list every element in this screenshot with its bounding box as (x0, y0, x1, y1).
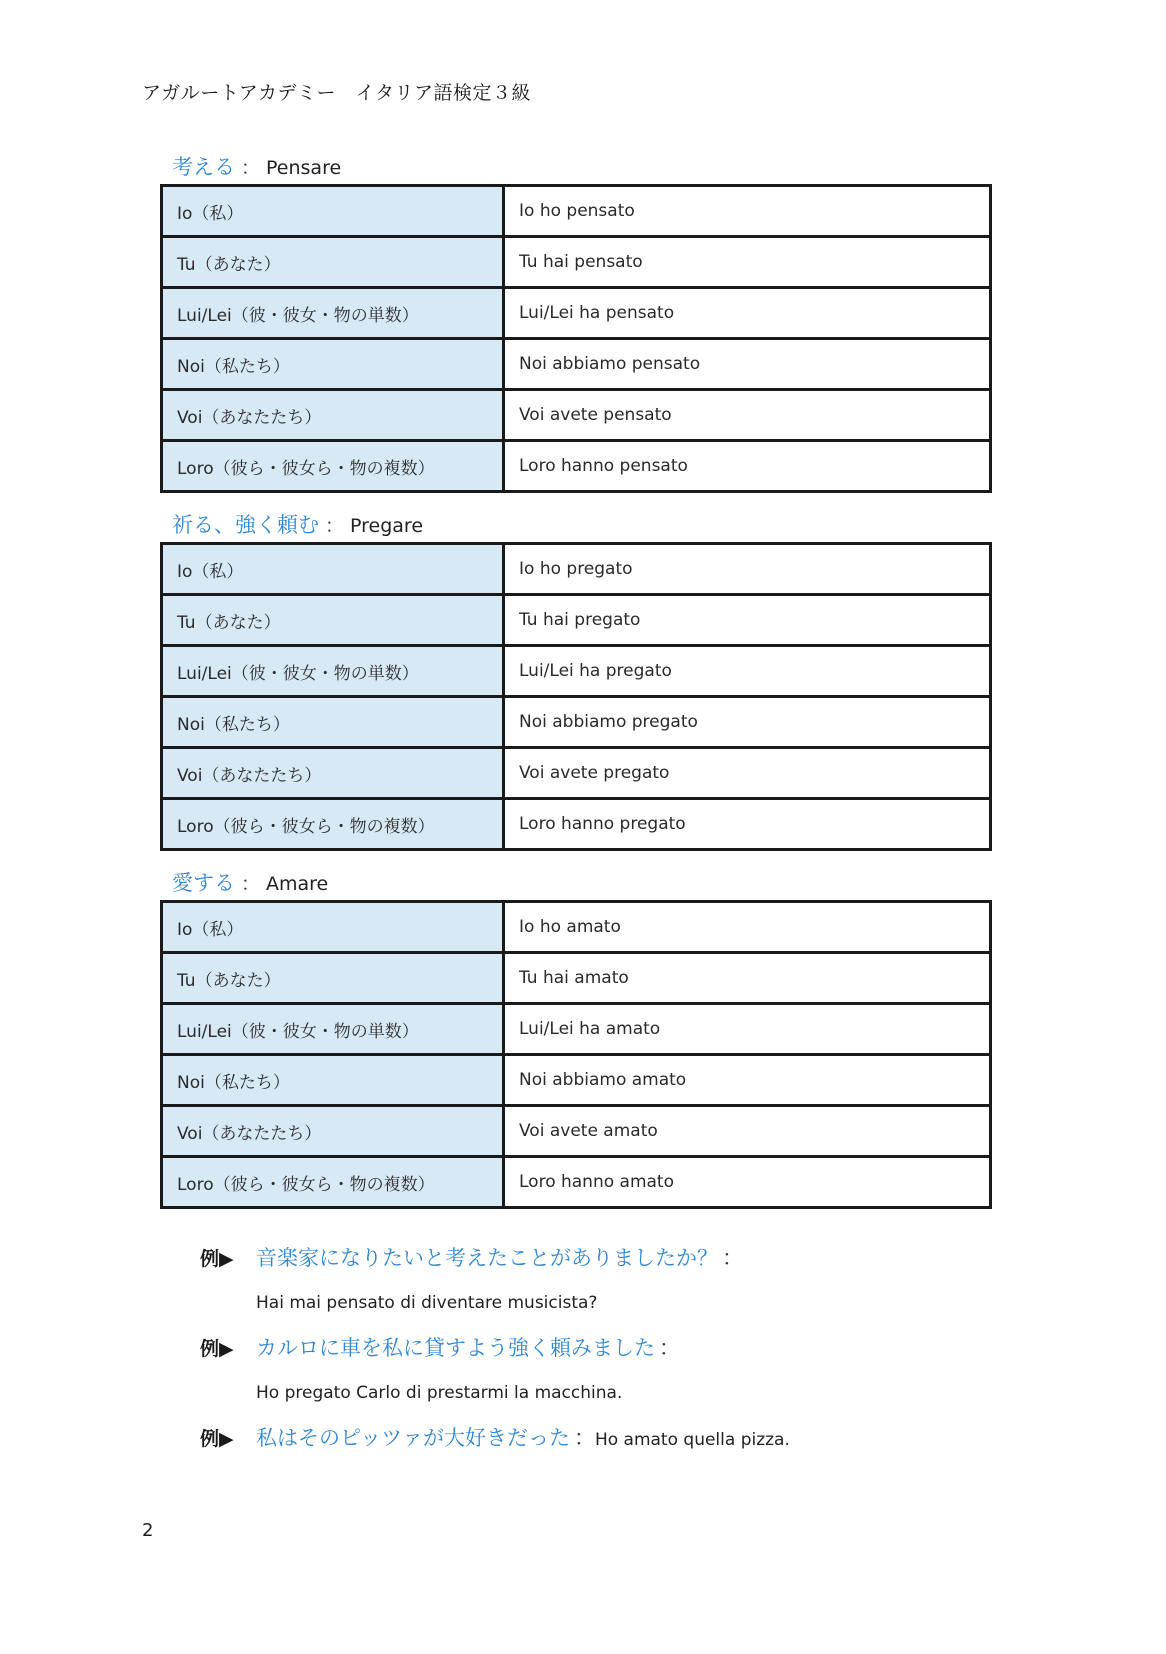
conjugation-table (160, 900, 992, 1209)
conjugation-cell: Tu hai pensato (504, 237, 991, 288)
pronoun-cell: Lui/Lei（彼・彼女・物の単数） (162, 1004, 504, 1055)
pronoun-cell: Tu（あなた） (162, 953, 504, 1004)
table-row (162, 953, 991, 1004)
pronoun-cell: Lui/Lei（彼・彼女・物の単数） (162, 646, 504, 697)
verb-title-separator: ： (241, 157, 261, 179)
pronoun-cell: Voi（あなたたち） (162, 390, 504, 441)
verb-title-japanese: 祈る、強く頼む (172, 513, 319, 537)
example-item (200, 1236, 960, 1326)
verb-title-separator: ： (325, 515, 345, 537)
page-number: 2 (142, 1520, 154, 1541)
example-colon: ： (659, 1336, 680, 1360)
example-japanese-line (200, 1416, 960, 1460)
table-row (162, 441, 991, 492)
verb-title-italian: Amare (266, 873, 329, 895)
table-row (162, 595, 991, 646)
conjugation-section-pensare (160, 150, 992, 493)
conjugation-cell: Loro hanno pensato (504, 441, 991, 492)
table-row (162, 544, 991, 595)
example-label: 例▶ (200, 1248, 234, 1270)
pronoun-cell: Voi（あなたたち） (162, 748, 504, 799)
table-row (162, 1106, 991, 1157)
verb-title-italian: Pensare (266, 157, 342, 179)
pronoun-cell: Lui/Lei（彼・彼女・物の単数） (162, 288, 504, 339)
pronoun-cell: Io（私） (162, 186, 504, 237)
pronoun-cell: Noi（私たち） (162, 1055, 504, 1106)
example-japanese-line (200, 1236, 960, 1280)
table-row (162, 1157, 991, 1208)
examples-block (200, 1236, 960, 1460)
pronoun-cell: Noi（私たち） (162, 339, 504, 390)
conjugation-table (160, 184, 992, 493)
table-row (162, 1055, 991, 1106)
document-header: アガルートアカデミー イタリア語検定３級 (142, 82, 532, 104)
verb-title-italian: Pregare (350, 515, 424, 537)
conjugation-cell: Tu hai amato (504, 953, 991, 1004)
conjugation-cell: Noi abbiamo amato (504, 1055, 991, 1106)
table-row (162, 1004, 991, 1055)
table-row (162, 186, 991, 237)
pronoun-cell: Loro（彼ら・彼女ら・物の複数） (162, 441, 504, 492)
pronoun-cell: Io（私） (162, 902, 504, 953)
conjugation-cell: Io ho pregato (504, 544, 991, 595)
example-japanese: カルロに車を私に貸すよう強く頼みました (256, 1336, 655, 1360)
table-row (162, 237, 991, 288)
verb-title (160, 866, 992, 900)
conjugation-cell: Loro hanno pregato (504, 799, 991, 850)
pronoun-cell: Loro（彼ら・彼女ら・物の複数） (162, 1157, 504, 1208)
table-row (162, 697, 991, 748)
example-japanese-line (200, 1326, 960, 1370)
pronoun-cell: Loro（彼ら・彼女ら・物の複数） (162, 799, 504, 850)
verb-title (160, 150, 992, 184)
example-label: 例▶ (200, 1338, 234, 1360)
verb-title-japanese: 愛する (172, 871, 235, 895)
example-colon: ： (573, 1426, 595, 1450)
table-row (162, 902, 991, 953)
conjugation-section-amare (160, 866, 992, 1209)
table-row (162, 799, 991, 850)
conjugation-cell: Voi avete pensato (504, 390, 991, 441)
conjugation-cell: Noi abbiamo pregato (504, 697, 991, 748)
conjugation-cell: Loro hanno amato (504, 1157, 991, 1208)
conjugation-cell: Voi avete pregato (504, 748, 991, 799)
conjugation-section-pregare (160, 508, 992, 851)
example-colon: ： (722, 1246, 743, 1270)
verb-title-separator: ： (241, 873, 261, 895)
pronoun-cell: Noi（私たち） (162, 697, 504, 748)
example-italian: Hai mai pensato di diventare musicista? (256, 1293, 598, 1313)
conjugation-cell: Lui/Lei ha amato (504, 1004, 991, 1055)
conjugation-cell: Io ho amato (504, 902, 991, 953)
verb-title-japanese: 考える (172, 155, 235, 179)
verb-title (160, 508, 992, 542)
table-row (162, 288, 991, 339)
pronoun-cell: Tu（あなた） (162, 595, 504, 646)
conjugation-table (160, 542, 992, 851)
conjugation-cell: Voi avete amato (504, 1106, 991, 1157)
pronoun-cell: Tu（あなた） (162, 237, 504, 288)
example-italian: Ho amato quella pizza. (594, 1430, 790, 1450)
conjugation-cell: Io ho pensato (504, 186, 991, 237)
example-japanese: 音楽家になりたいと考えたことがありましたか？ (256, 1246, 718, 1270)
conjugation-cell: Lui/Lei ha pregato (504, 646, 991, 697)
pronoun-cell: Io（私） (162, 544, 504, 595)
example-item (200, 1326, 960, 1416)
pronoun-cell: Voi（あなたたち） (162, 1106, 504, 1157)
conjugation-cell: Noi abbiamo pensato (504, 339, 991, 390)
example-japanese: 私はそのピッツァが大好きだった (256, 1426, 570, 1450)
example-italian: Ho pregato Carlo di prestarmi la macchina. (256, 1383, 623, 1403)
example-item (200, 1416, 960, 1460)
table-row (162, 390, 991, 441)
table-row (162, 339, 991, 390)
conjugation-cell: Tu hai pregato (504, 595, 991, 646)
example-label: 例▶ (200, 1428, 234, 1450)
table-row (162, 748, 991, 799)
table-row (162, 646, 991, 697)
conjugation-cell: Lui/Lei ha pensato (504, 288, 991, 339)
